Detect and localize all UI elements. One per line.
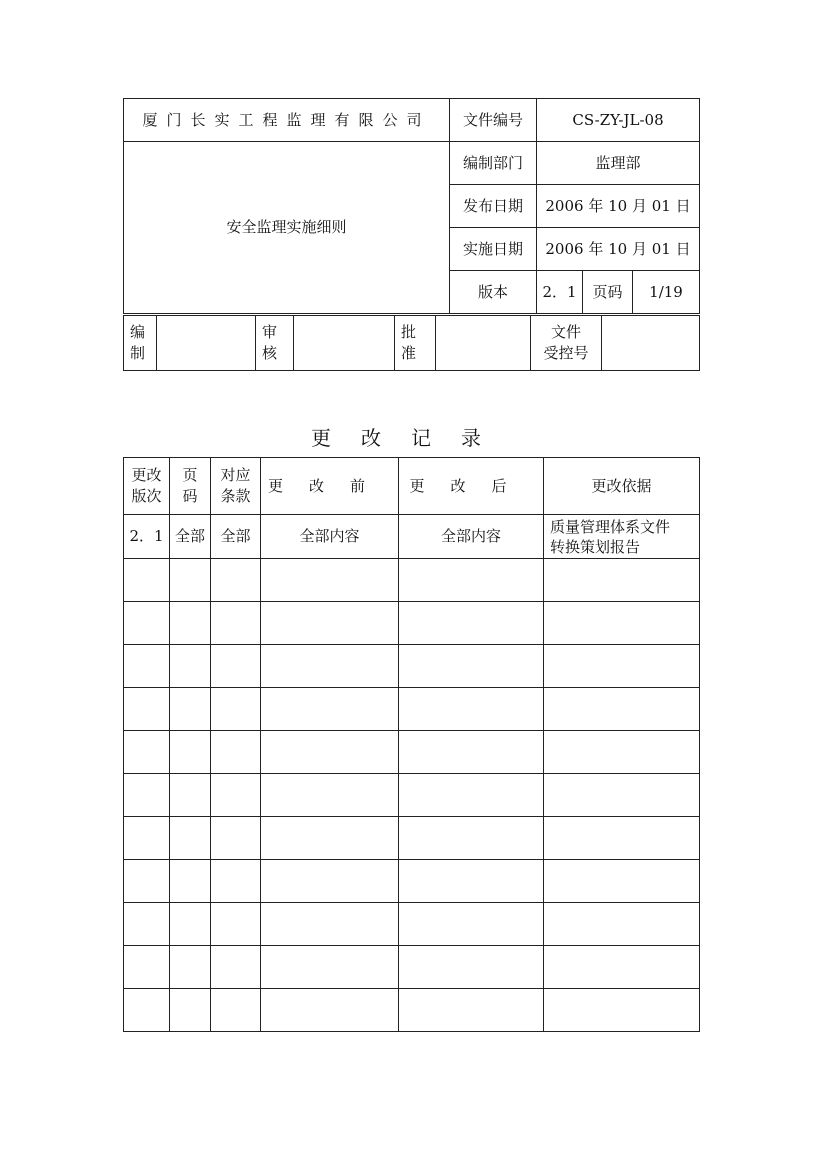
cell-before[interactable] <box>261 860 399 903</box>
table-row <box>124 817 700 860</box>
table-row <box>124 559 700 602</box>
approved-by-field[interactable] <box>436 316 531 371</box>
cell-clause[interactable] <box>211 688 261 731</box>
cell-clause[interactable] <box>211 817 261 860</box>
cell-before[interactable] <box>261 731 399 774</box>
header-basis: 更改依据 <box>544 458 700 515</box>
cell-before[interactable] <box>261 817 399 860</box>
cell-clause[interactable] <box>211 602 261 645</box>
cell-page[interactable] <box>170 860 211 903</box>
header-row-department <box>124 142 700 185</box>
cell-before[interactable] <box>261 645 399 688</box>
cell-basis[interactable] <box>544 559 700 602</box>
header-change-version: 更改 版次 <box>124 458 170 515</box>
cell-basis[interactable] <box>544 903 700 946</box>
change-record-table <box>123 457 700 1032</box>
cell-after[interactable] <box>399 860 544 903</box>
cell-version[interactable] <box>124 817 170 860</box>
doc-number-value: CS-ZY-JL-08 <box>537 99 700 142</box>
reviewed-by-label: 审 核 <box>256 316 294 371</box>
cell-basis[interactable] <box>544 817 700 860</box>
department-label: 编制部门 <box>450 142 537 185</box>
cell-version[interactable] <box>124 774 170 817</box>
department-value: 监理部 <box>537 142 700 185</box>
cell-after[interactable] <box>399 903 544 946</box>
controlled-number-label: 文件 受控号 <box>531 316 602 371</box>
cell-version[interactable] <box>124 989 170 1032</box>
cell-clause[interactable] <box>211 731 261 774</box>
cell-version[interactable] <box>124 645 170 688</box>
cell-clause[interactable] <box>211 903 261 946</box>
cell-clause[interactable] <box>211 774 261 817</box>
cell-page[interactable] <box>170 602 211 645</box>
cell-basis[interactable] <box>544 731 700 774</box>
cell-version[interactable] <box>124 559 170 602</box>
cell-basis[interactable] <box>544 645 700 688</box>
cell-before[interactable] <box>261 602 399 645</box>
table-row <box>124 645 700 688</box>
header-page: 页 码 <box>170 458 211 515</box>
table-row <box>124 903 700 946</box>
table-row <box>124 860 700 903</box>
page-value: 1/19 <box>633 271 700 314</box>
cell-page[interactable] <box>170 688 211 731</box>
version-value: 2．1 <box>537 271 583 314</box>
signoff-row <box>124 316 700 371</box>
cell-page[interactable] <box>170 817 211 860</box>
cell-version[interactable] <box>124 860 170 903</box>
cell-page[interactable] <box>170 989 211 1032</box>
effective-date-label: 实施日期 <box>450 228 537 271</box>
cell-page[interactable] <box>170 946 211 989</box>
cell-basis[interactable] <box>544 774 700 817</box>
document-title: 安全监理实施细则 <box>124 142 450 314</box>
approved-by-label: 批 准 <box>395 316 436 371</box>
doc-number-label: 文件编号 <box>450 99 537 142</box>
header-before: 更改前 <box>261 458 399 515</box>
header-row-doc-number <box>124 99 700 142</box>
cell-before[interactable] <box>261 774 399 817</box>
table-row <box>124 989 700 1032</box>
cell-after[interactable] <box>399 559 544 602</box>
cell-after[interactable] <box>399 817 544 860</box>
cell-basis[interactable] <box>544 946 700 989</box>
header-clause: 对应 条款 <box>211 458 261 515</box>
cell-page[interactable] <box>170 559 211 602</box>
cell-basis[interactable] <box>544 989 700 1032</box>
cell-after[interactable] <box>399 688 544 731</box>
reviewed-by-field[interactable] <box>294 316 395 371</box>
cell-before[interactable] <box>261 989 399 1032</box>
company-name: 厦门长实工程监理有限公司 <box>124 99 450 142</box>
cell-after[interactable] <box>399 731 544 774</box>
cell-version: 2．1 <box>124 515 170 559</box>
cell-after[interactable] <box>399 774 544 817</box>
table-row <box>124 515 700 559</box>
controlled-number-field[interactable] <box>602 316 700 371</box>
cell-version[interactable] <box>124 688 170 731</box>
table-row <box>124 946 700 989</box>
table-row <box>124 602 700 645</box>
table-row <box>124 731 700 774</box>
cell-basis[interactable] <box>544 860 700 903</box>
cell-page[interactable] <box>170 903 211 946</box>
change-record-header-row <box>124 458 700 515</box>
cell-basis[interactable] <box>544 688 700 731</box>
cell-clause[interactable] <box>211 946 261 989</box>
issue-date-label: 发布日期 <box>450 185 537 228</box>
cell-clause: 全部 <box>211 515 261 559</box>
header-after: 更改后 <box>399 458 544 515</box>
cell-page: 全部 <box>170 515 211 559</box>
cell-before[interactable] <box>261 903 399 946</box>
signoff-table <box>123 315 700 371</box>
issue-date-value: 2006 年 10 月 01 日 <box>537 185 700 228</box>
table-row <box>124 688 700 731</box>
cell-before[interactable] <box>261 946 399 989</box>
cell-clause[interactable] <box>211 559 261 602</box>
cell-page[interactable] <box>170 731 211 774</box>
change-record-title: 更改记录 <box>311 426 511 450</box>
cell-version[interactable] <box>124 946 170 989</box>
cell-version[interactable] <box>124 731 170 774</box>
cell-clause[interactable] <box>211 645 261 688</box>
prepared-by-field[interactable] <box>157 316 256 371</box>
cell-version[interactable] <box>124 602 170 645</box>
cell-basis: 质量管理体系文件 转换策划报告 <box>544 515 700 559</box>
cell-clause[interactable] <box>211 989 261 1032</box>
cell-after[interactable] <box>399 946 544 989</box>
table-row <box>124 774 700 817</box>
cell-after[interactable] <box>399 602 544 645</box>
cell-page[interactable] <box>170 774 211 817</box>
page-label: 页码 <box>583 271 633 314</box>
cell-clause[interactable] <box>211 860 261 903</box>
version-label: 版本 <box>450 271 537 314</box>
cell-after[interactable] <box>399 989 544 1032</box>
cell-basis[interactable] <box>544 602 700 645</box>
prepared-by-label: 编 制 <box>124 316 157 371</box>
effective-date-value: 2006 年 10 月 01 日 <box>537 228 700 271</box>
cell-before[interactable] <box>261 688 399 731</box>
cell-version[interactable] <box>124 903 170 946</box>
cell-before[interactable] <box>261 559 399 602</box>
cell-after: 全部内容 <box>399 515 544 559</box>
cell-after[interactable] <box>399 645 544 688</box>
cell-page[interactable] <box>170 645 211 688</box>
document-header-table <box>123 98 700 314</box>
cell-before: 全部内容 <box>261 515 399 559</box>
